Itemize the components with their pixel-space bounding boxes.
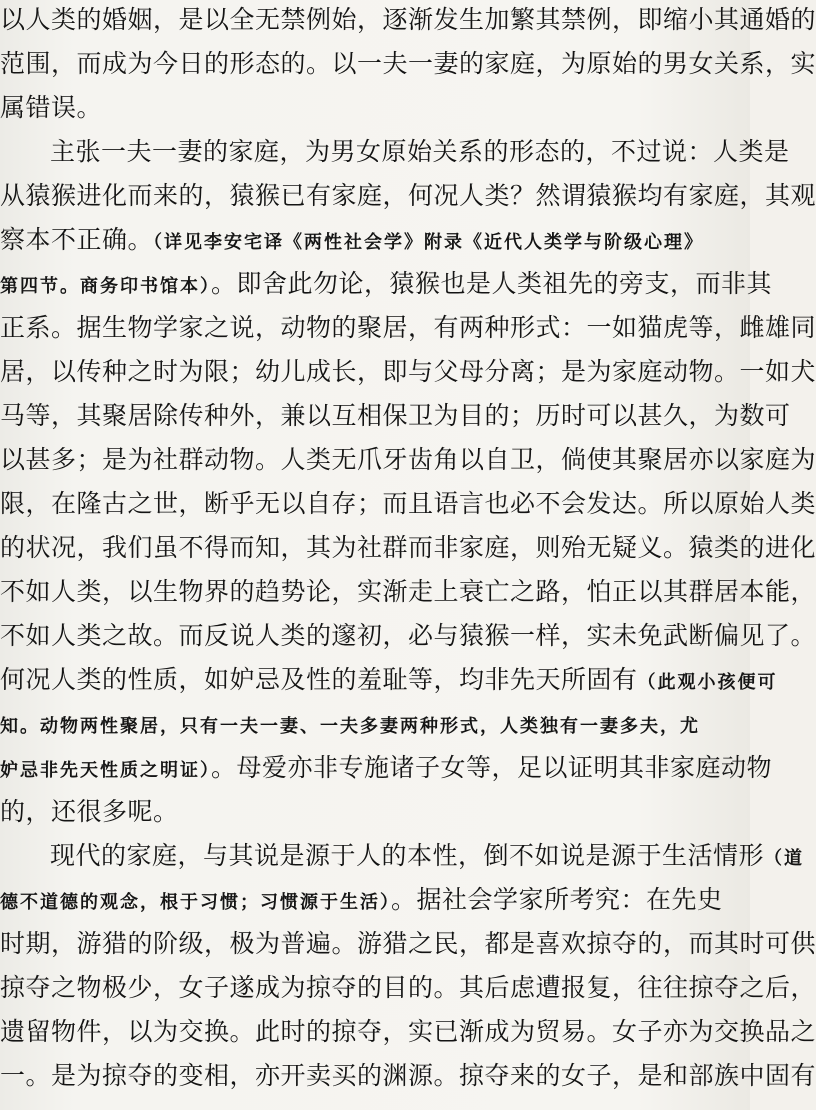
text-segment: 何况人类的性质，如妒忌及性的羞耻等，均非先天所固有 xyxy=(0,665,638,694)
text-segment: 遗留物件，以为交换。此时的掠夺，实已渐成为贸易。女子亦为交换品之 xyxy=(0,1017,816,1046)
text-segment: 不如人类，以生物界的趋势论，实渐走上衰亡之路，怕正以其群居本能， xyxy=(0,577,816,606)
text-segment: 正系。据生物学家之说，动物的聚居，有两种形式：一如猫虎等，雌雄同 xyxy=(0,313,816,342)
text-segment: 从猿猴进化而来的，猿猴已有家庭，何况人类？然谓猿猴均有家庭，其观 xyxy=(0,181,816,210)
text-line xyxy=(0,176,816,216)
annotation-note: 妒忌非先天性质之明证） xyxy=(0,760,211,781)
text-segment: 以人类的婚姻，是以全无禁例始，逐渐发生加繁其禁例，即缩小其通婚的 xyxy=(0,5,816,34)
text-line xyxy=(0,660,778,700)
annotation-note: （此观小孩便可 xyxy=(637,672,778,693)
annotation-note: （详见李安宅译《两性社会学》附录《近代人类学与阶级心理》 xyxy=(153,232,705,253)
text-line xyxy=(0,440,816,480)
text-segment: 范围，而成为今日的形态的。以一夫一妻的家庭，为原始的男女关系，实 xyxy=(0,49,816,78)
text-line xyxy=(0,528,816,568)
text-segment: 马等，其聚居除传种外，兼以互相保卫为目的；历时可以甚久，为数可 xyxy=(0,401,791,430)
text-line xyxy=(0,308,816,348)
text-segment: 以甚多；是为社群动物。人类无爪牙齿角以自卫，倘使其聚居亦以家庭为 xyxy=(0,445,816,474)
text-segment: 。母爱亦非专施诸子女等，足以证明其非家庭动物 xyxy=(211,753,773,782)
text-segment: 不如人类之故。而反说人类的邃初，必与猿猴一样，实未免武断偏见了。 xyxy=(0,621,816,650)
text-line xyxy=(50,132,810,172)
text-line xyxy=(0,968,816,1008)
text-segment: 主张一夫一妻的家庭，为男女原始关系的形态的，不过说：人类是 xyxy=(50,137,790,166)
text-line xyxy=(0,880,760,920)
text-line xyxy=(0,44,816,84)
text-segment: 。即舍此勿论，猿猴也是人类祖先的旁支，而非其 xyxy=(211,269,773,298)
text-line xyxy=(0,88,760,128)
text-segment: 属错误。 xyxy=(0,93,103,122)
text-line xyxy=(0,264,773,304)
text-line xyxy=(0,484,816,524)
text-line xyxy=(0,748,773,788)
annotation-note: （道 xyxy=(764,848,805,869)
text-segment: 居，以传种之时为限；幼儿成长，即与父母分离；是为家庭动物。一如犬 xyxy=(0,357,816,386)
text-segment: 。据社会学家所考究：在先史 xyxy=(391,885,723,914)
text-line xyxy=(0,352,816,392)
text-line xyxy=(50,836,810,876)
text-line xyxy=(0,616,816,656)
text-segment: 一。是为掠夺的变相，亦开卖买的渊源。掠夺来的女子，是和部族中固有 xyxy=(0,1061,816,1090)
text-line xyxy=(0,220,760,260)
text-line xyxy=(0,1056,816,1096)
text-segment: 掠夺之物极少，女子遂成为掠夺的目的。其后虑遭报复，往往掠夺之后， xyxy=(0,973,816,1002)
annotation-note: 知。动物两性聚居，只有一夫一妻、一夫多妻两种形式，人类独有一妻多夫，尤 xyxy=(0,716,700,737)
text-line xyxy=(0,572,816,612)
annotation-note: 德不道德的观念，根于习惯；习惯源于生活） xyxy=(0,892,391,913)
text-segment: 察本不正确。 xyxy=(0,225,154,254)
text-segment: 时期，游猎的阶级，极为普遍。游猎之民，都是喜欢掠夺的，而其时可供 xyxy=(0,929,816,958)
text-segment: 限，在隆古之世，断乎无以自存；而且语言也必不会发达。所以原始人类 xyxy=(0,489,816,518)
text-segment: 的状况，我们虽不得而知，其为社群而非家庭，则殆无疑义。猿类的进化 xyxy=(0,533,816,562)
text-line xyxy=(0,0,816,40)
text-line xyxy=(0,1012,816,1052)
text-line xyxy=(0,924,816,964)
text-line xyxy=(0,704,760,744)
text-line xyxy=(0,396,791,436)
annotation-note: 第四节。商务印书馆本） xyxy=(0,276,211,297)
text-segment: 现代的家庭，与其说是源于人的本性，倒不如说是源于生活情形 xyxy=(50,841,765,870)
text-line xyxy=(0,792,760,832)
text-segment: 的，还很多呢。 xyxy=(0,797,179,826)
